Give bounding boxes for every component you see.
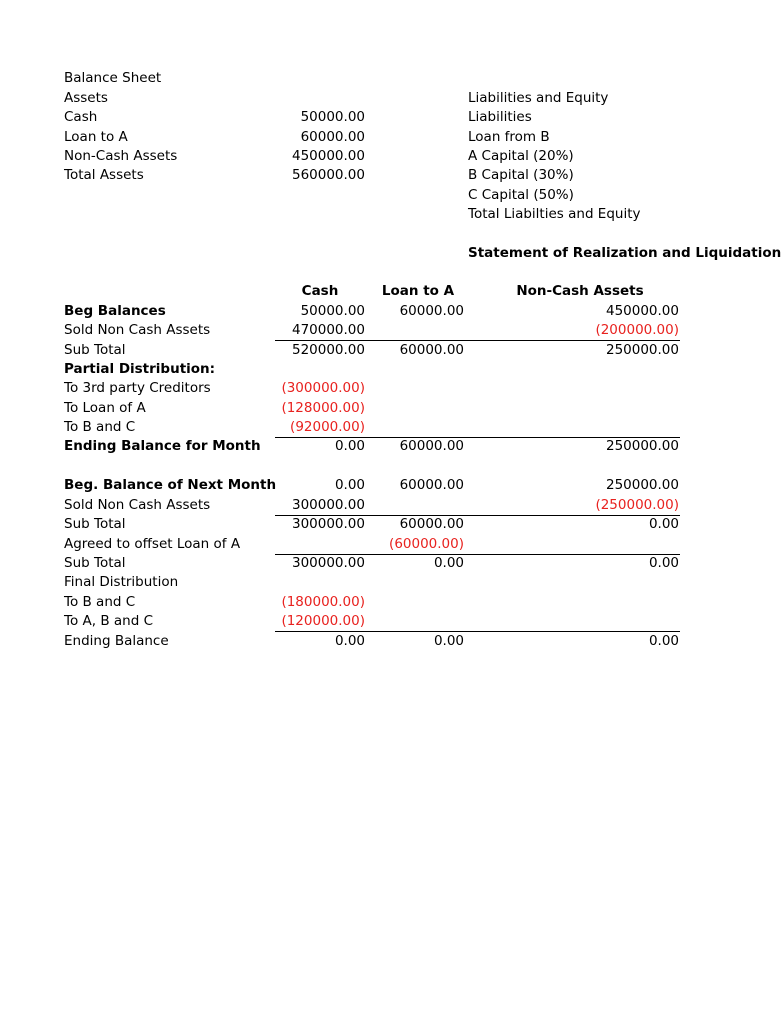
cash-value: 300000.00 — [291, 555, 365, 571]
row-label: Ending Balance for Month — [64, 438, 261, 454]
loan-value: 60000.00 — [399, 342, 464, 358]
balance-sheet-title: Balance Sheet — [64, 70, 162, 86]
cash-value: (128000.00) — [281, 400, 365, 416]
asset-value-cash: 50000.00 — [300, 109, 365, 125]
subtotal-rule — [275, 631, 680, 632]
row-label: Beg Balances — [64, 303, 166, 319]
liability-item: C Capital (50%) — [468, 187, 574, 203]
non-cash-value: (200000.00) — [595, 322, 679, 338]
column-header-non-cash-assets: Non-Cash Assets — [516, 283, 644, 299]
liability-item: B Capital (30%) — [468, 167, 574, 183]
non-cash-value: 0.00 — [648, 516, 679, 532]
cash-value: 50000.00 — [300, 303, 365, 319]
liability-item: Loan from B — [468, 129, 550, 145]
row-label: Ending Balance — [64, 633, 169, 649]
loan-value: 60000.00 — [399, 516, 464, 532]
row-label: To Loan of A — [64, 400, 146, 416]
statement-title: Statement of Realization and Liquidation — [468, 245, 781, 261]
asset-label-cash: Cash — [64, 109, 98, 125]
row-label: To B and C — [64, 419, 136, 435]
cash-value: 0.00 — [334, 633, 365, 649]
loan-value: 0.00 — [433, 633, 464, 649]
subtotal-rule — [275, 515, 680, 516]
row-label: To B and C — [64, 594, 136, 610]
row-label: Sub Total — [64, 555, 126, 571]
loan-value: (60000.00) — [389, 536, 464, 552]
row-label: To 3rd party Creditors — [64, 380, 211, 396]
cash-value: 520000.00 — [291, 342, 365, 358]
cash-value: (120000.00) — [281, 613, 365, 629]
liability-item: Total Liabilties and Equity — [468, 206, 641, 222]
column-header-cash: Cash — [301, 283, 339, 299]
asset-label-total: Total Assets — [64, 167, 144, 183]
non-cash-value: 0.00 — [648, 633, 679, 649]
liability-item: A Capital (20%) — [468, 148, 574, 164]
row-label: Sub Total — [64, 342, 126, 358]
subtotal-rule — [275, 554, 680, 555]
cash-value: (300000.00) — [281, 380, 365, 396]
row-label: Sold Non Cash Assets — [64, 497, 211, 513]
cash-value: 0.00 — [334, 477, 365, 493]
row-label: To A, B and C — [64, 613, 153, 629]
row-label: Final Distribution — [64, 574, 179, 590]
non-cash-value: (250000.00) — [595, 497, 679, 513]
asset-value-loan-to-a: 60000.00 — [300, 129, 365, 145]
cash-value: 0.00 — [334, 438, 365, 454]
asset-label-loan-to-a: Loan to A — [64, 129, 128, 145]
row-label: Agreed to offset Loan of A — [64, 536, 241, 552]
liability-item: Liabilities — [468, 109, 532, 125]
liabilities-heading: Liabilities and Equity — [468, 90, 609, 106]
asset-value-non-cash: 450000.00 — [291, 148, 365, 164]
row-label: Sold Non Cash Assets — [64, 322, 211, 338]
subtotal-rule — [275, 340, 680, 341]
loan-value: 60000.00 — [399, 303, 464, 319]
row-label: Beg. Balance of Next Month — [64, 477, 277, 493]
asset-label-non-cash: Non-Cash Assets — [64, 148, 178, 164]
row-label: Sub Total — [64, 516, 126, 532]
cash-value: (92000.00) — [290, 419, 365, 435]
subtotal-rule — [275, 437, 680, 438]
column-header-loan-to-a: Loan to A — [381, 283, 455, 299]
cash-value: (180000.00) — [281, 594, 365, 610]
loan-value: 60000.00 — [399, 438, 464, 454]
non-cash-value: 450000.00 — [605, 303, 679, 319]
cash-value: 300000.00 — [291, 497, 365, 513]
cash-value: 300000.00 — [291, 516, 365, 532]
non-cash-value: 0.00 — [648, 555, 679, 571]
row-label: Partial Distribution: — [64, 361, 216, 377]
asset-value-total: 560000.00 — [291, 167, 365, 183]
cash-value: 470000.00 — [291, 322, 365, 338]
non-cash-value: 250000.00 — [605, 477, 679, 493]
assets-heading: Assets — [64, 90, 108, 106]
loan-value: 0.00 — [433, 555, 464, 571]
non-cash-value: 250000.00 — [605, 438, 679, 454]
non-cash-value: 250000.00 — [605, 342, 679, 358]
loan-value: 60000.00 — [399, 477, 464, 493]
